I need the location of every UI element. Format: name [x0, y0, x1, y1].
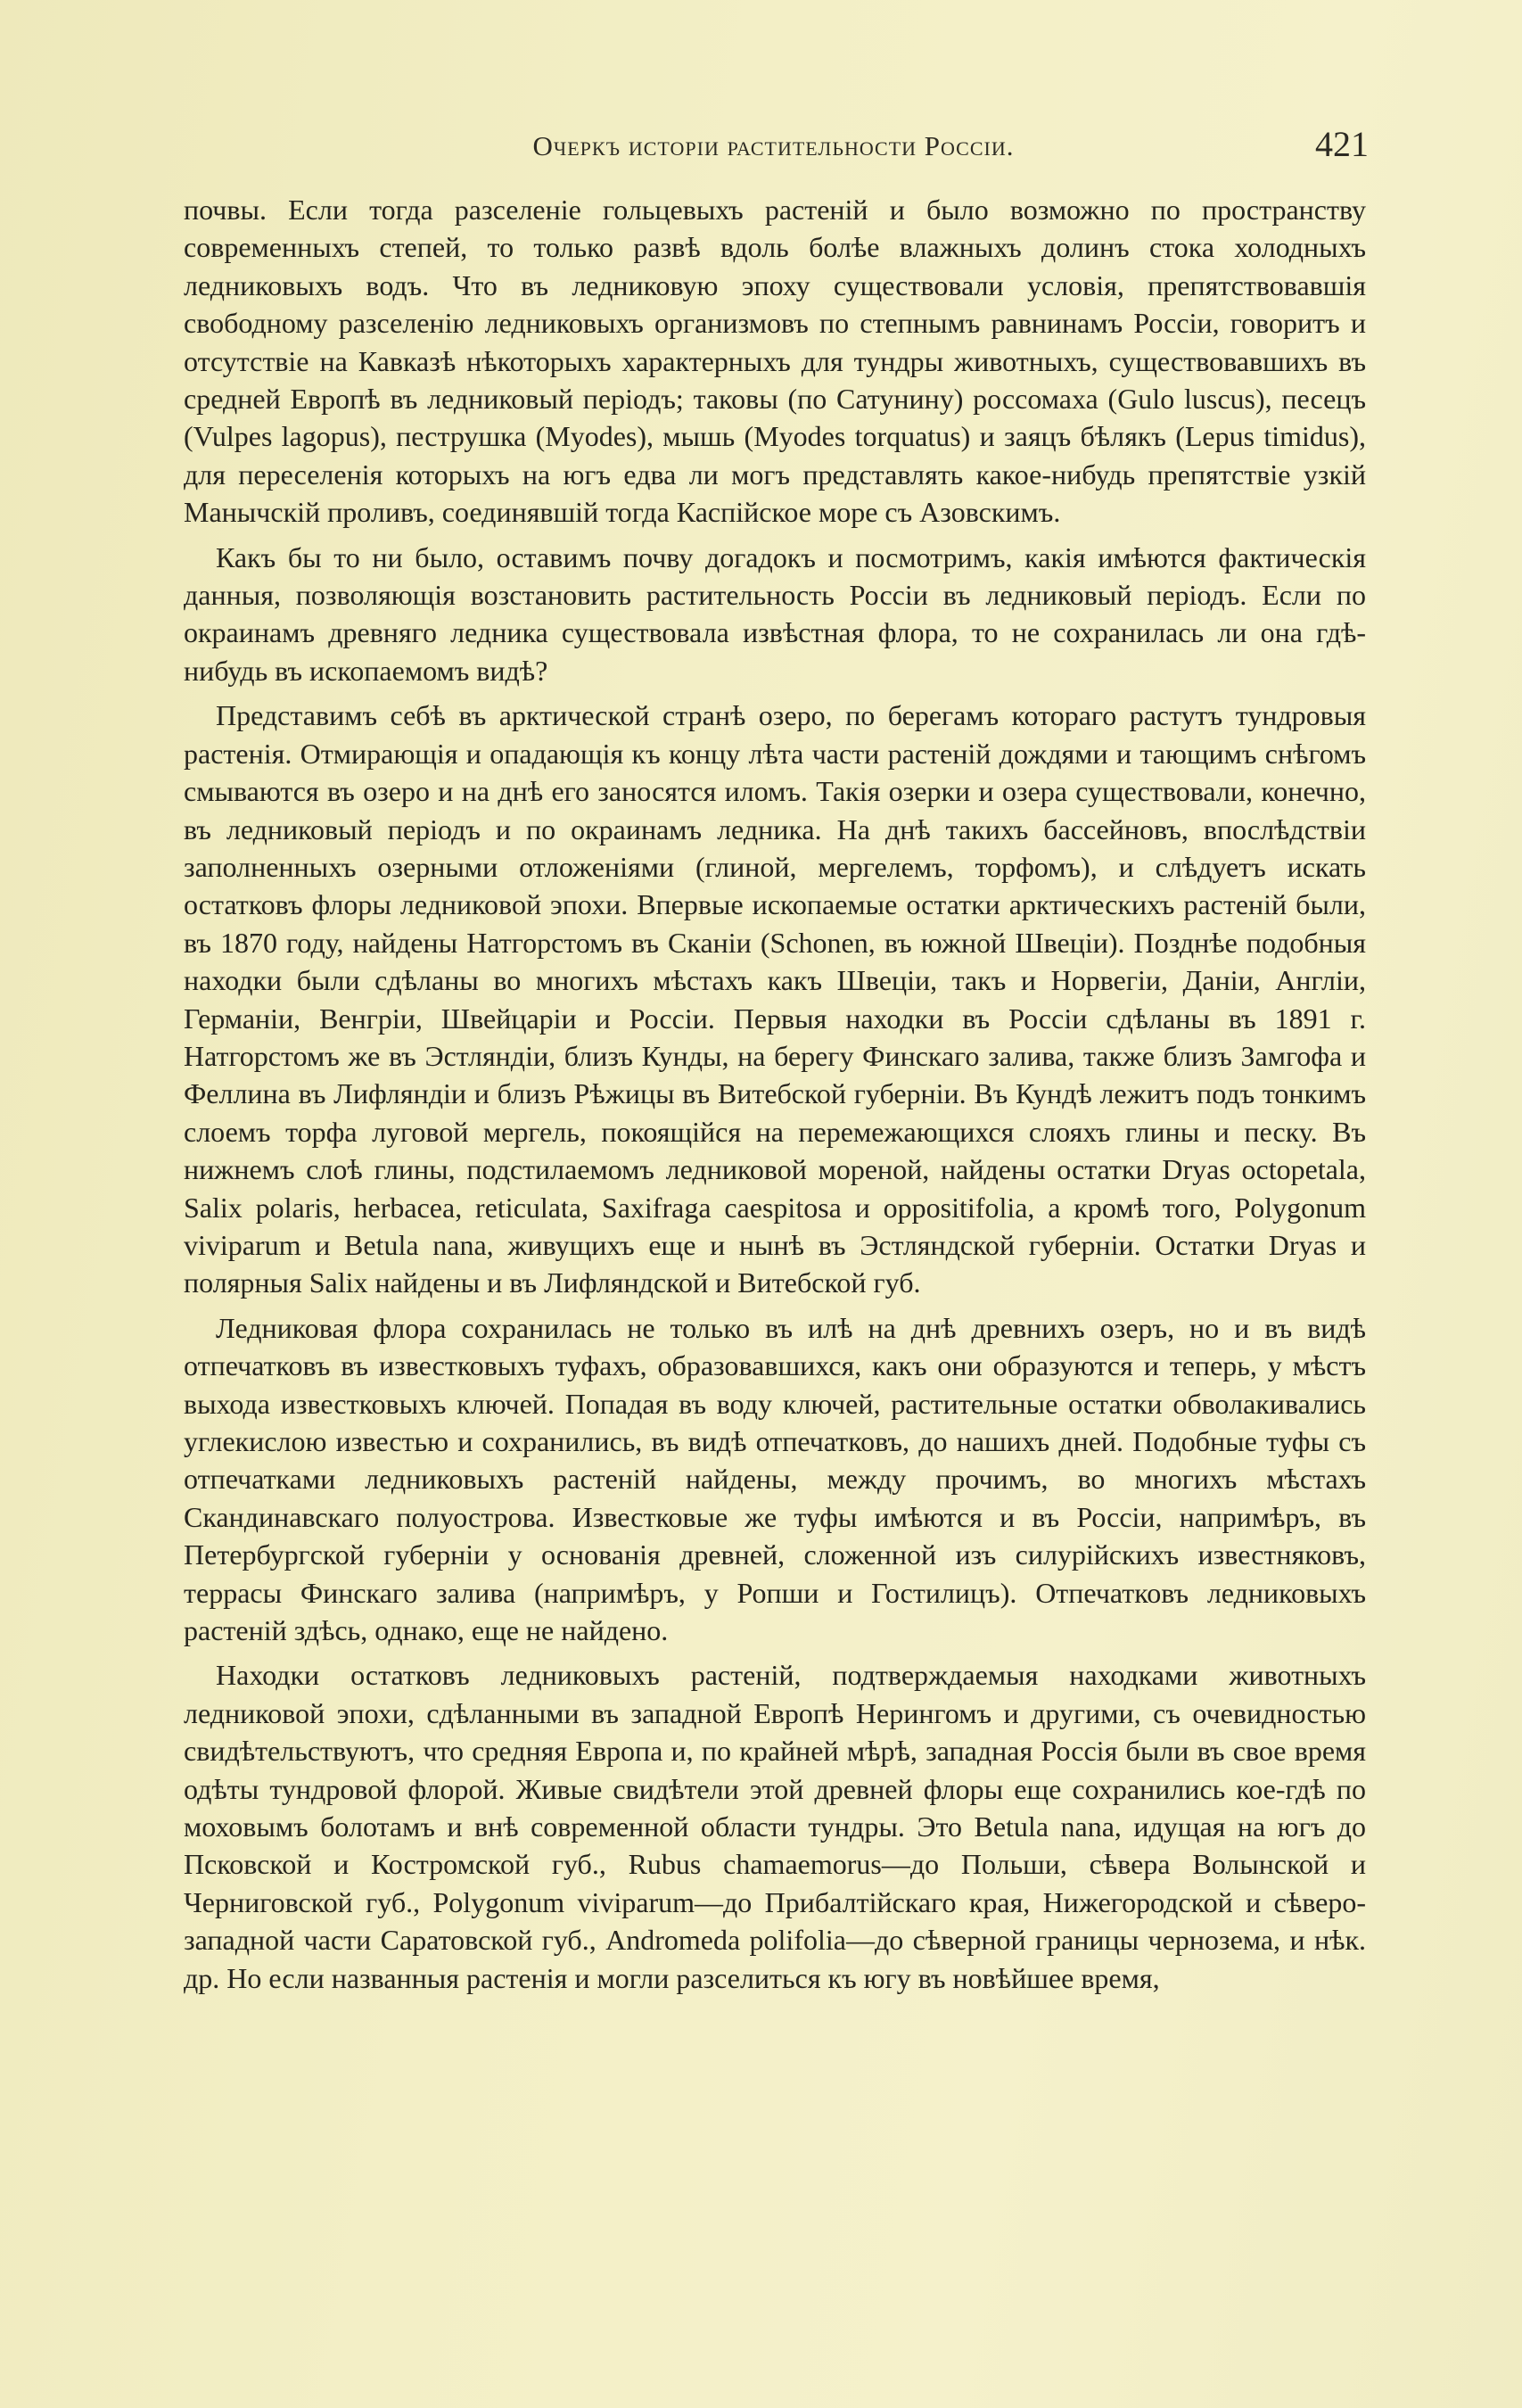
running-title: Очеркъ исторіи растительности Россіи. — [532, 130, 1015, 161]
paragraph-2: Какъ бы то ни было, оставимъ почву догадокъ и посмотримъ, какія имѣются фактическія данныя, позволяющія возстановить растительность Россіи въ ледниковый періодъ. Если по окраинамъ древняго ледника существовала извѣстная флора, то не сохранилась ли она гдѣ-нибудь въ ископаемомъ видѣ? — [184, 540, 1366, 687]
paragraph-4: Ледниковая флора сохранилась не только въ илѣ на днѣ древнихъ озеръ, но и въ видѣ отпечатковъ въ известковыхъ туфахъ, образовавшихся, какъ они образуются и теперь, у мѣстъ выхода известковыхъ ключей. Попадая въ воду ключей, растительные остатки обволакивались углекислою известью и сохранились, въ видѣ отпечатковъ, до нашихъ дней. Подобные туфы съ отпечатками ледниковыхъ растеній найдены, между прочимъ, во многихъ мѣстахъ Скандинавскаго полуострова. Известковые же туфы имѣются и въ Россіи, напримѣръ, въ Петербургской губерніи у основанія древней, сложенной изъ силурійскихъ известняковъ, террасы Финскаго залива (напримѣръ, у Ропши и Гостилицъ). Отпечатковъ ледниковыхъ растеній здѣсь, однако, еще не найдено. — [184, 1311, 1366, 1647]
paragraph-3: Представимъ себѣ въ арктической странѣ озеро, по берегамъ котораго растутъ тундровыя растенія. Отмирающія и опадающія къ концу лѣта части растеній дождями и тающимъ снѣгомъ смываются въ озеро и на днѣ его заносятся иломъ. Такія озерки и озера существовали, конечно, въ ледниковый періодъ и по окраинамъ ледника. На днѣ такихъ бассейновъ, впослѣдствіи заполненныхъ озерными отложеніями (глиной, мергелемъ, торфомъ), и слѣдуетъ искать остатковъ флоры ледниковой эпохи. Впервые ископаемые остатки арктическихъ растеній были, въ 1870 году, найдены Натгорстомъ въ Сканіи (Schonen, въ южной Швеціи). Позднѣе подобныя находки были сдѣланы во многихъ мѣстахъ какъ Швеціи, такъ и Норвегіи, Даніи, Англіи, Германіи, Венгріи, Швейцаріи и Россіи. Первыя находки въ Россіи сдѣланы въ 1891 г. Натгорстомъ же въ Эстляндіи, близъ Кунды, на берегу Финскаго залива, также близъ Замгофа и Феллина въ Лифляндіи и близъ Рѣжицы въ Витебской губерніи. Въ Кундѣ лежитъ подъ тонкимъ слоемъ торфа луговой мергель, покоящійся на перемежающихся слояхъ глины и песку. Въ нижнемъ слоѣ глины, подстилаемомъ ледниковой мореной, найдены остатки Dryas octopetala, Salix polaris, herbacea, reticulata, Saxifraga caespitosa и oppositifolia, а кромѣ того, Polygonum viviparum и Betula nana, живущихъ еще и нынѣ въ Эстляндской губерніи. Остатки Dryas и полярныя Salix найдены и въ Лифляндской и Витебской губ. — [184, 699, 1366, 1299]
page-header — [178, 123, 1369, 173]
paragraph-5: Находки остатковъ ледниковыхъ растеній, подтверждаемыя находками животныхъ ледниковой эпохи, сдѣланными въ западной Европѣ Нерингомъ и другими, съ очевидностью свидѣтельствуютъ, что средняя Европа и, по крайней мѣрѣ, западная Россія были въ свое время одѣты тундровой флорой. Живые свидѣтели этой древней флоры еще сохранились кое-гдѣ по моховымъ болотамъ и внѣ современной области тундры. Это Betula nana, идущая на югъ до Псковской и Костромской губ., Rubus chamaemorus—до Польши, сѣвера Волынской и Черниговской губ., Polygonum viviparum—до Прибалтійскаго края, Нижегородской и сѣверо-западной части Саратовской губ., Andromeda polifolia—до сѣверной границы чернозема, и нѣк. др. Но если названныя растенія и могли разселиться къ югу въ новѣйшее время, — [184, 1659, 1366, 1994]
body-text — [184, 191, 1366, 2367]
page-number: 421 — [1315, 124, 1369, 164]
paragraph-1: почвы. Если тогда разселеніе гольцевыхъ растеній и было возможно по пространству современныхъ степей, то только развѣ вдоль болѣе влажныхъ долинъ стока холодныхъ ледниковыхъ водъ. Что въ ледниковую эпоху существовали условія, препятствовавшія свободному разселенію ледниковыхъ организмовъ по степнымъ равнинамъ Россіи, говоритъ и отсутствіе на Кавказѣ нѣкоторыхъ характерныхъ для тундры животныхъ, существовавшихъ въ средней Европѣ въ ледниковый періодъ; таковы (по Сатунину) россомаха (Gulo luscus), песецъ (Vulpes lagopus), пеструшка (Myodes), мышь (Myodes torquatus) и заяцъ бѣлякъ (Lepus timidus), для переселенія которыхъ на югъ едва ли могъ представлять какое-нибудь препятствіе узкій Манычскій проливъ, соединявшій тогда Каспійское море съ Азовскимъ. — [184, 194, 1366, 529]
